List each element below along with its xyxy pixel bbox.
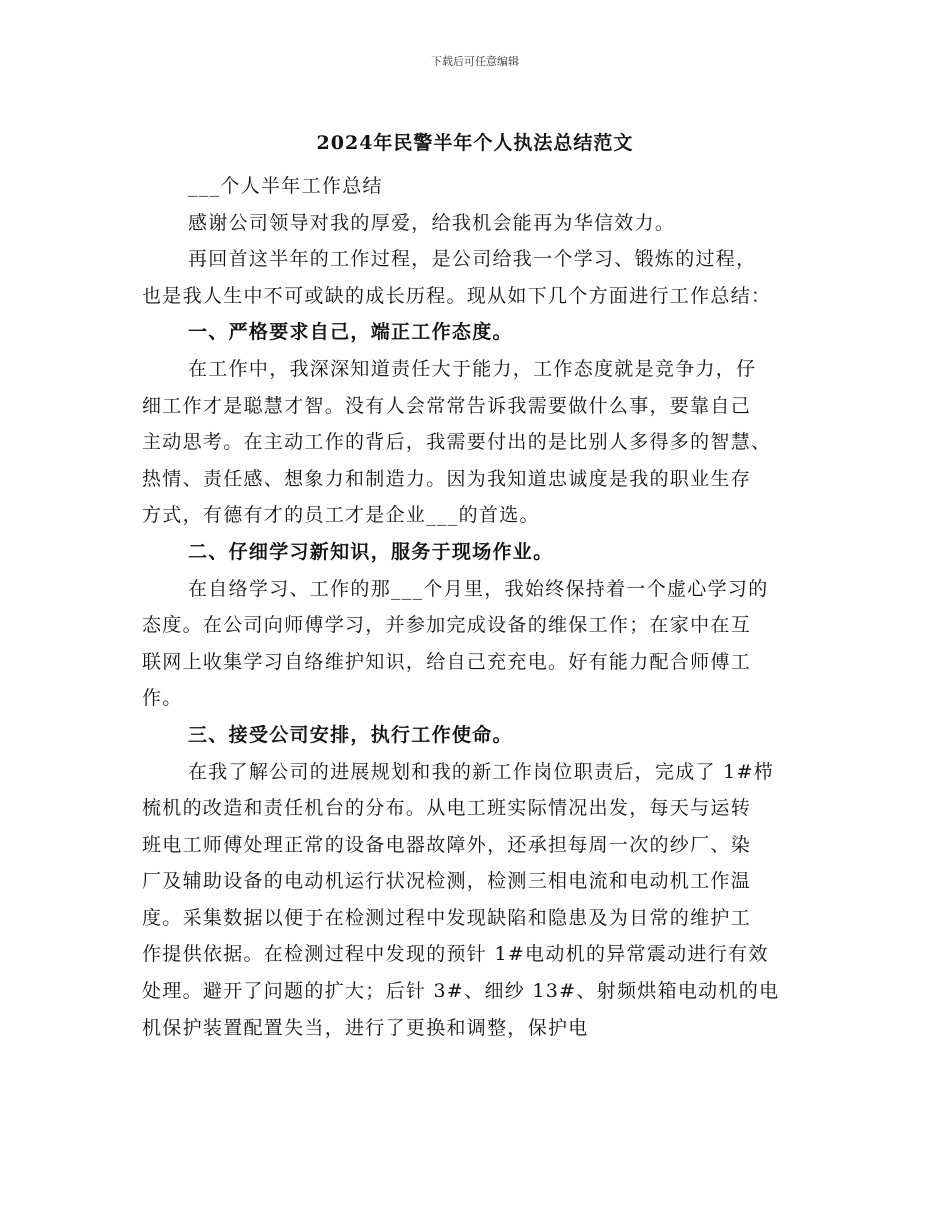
paragraph-line: 在自络学习、工作的那___个月里，我始终保持着一个虚心学习的 <box>188 577 769 600</box>
paragraph-line: 梳机的改造和责任机台的分布。从电工班实际情况出发，每天与运转 <box>142 797 752 820</box>
paragraph-line: 主动思考。在主动工作的背后，我需要付出的是比别人多得多的智慧、 <box>142 431 772 454</box>
paragraph-line: 作提供依据。在检测过程中发现的预针 1#电动机的异常震动进行有效 <box>142 943 769 966</box>
paragraph-line: 联网上收集学习自络维护知识，给自己充充电。好有能力配合师傅工 <box>142 650 752 673</box>
document-title: 2024年民警半年个人执法总结范文 <box>316 132 634 154</box>
paragraph-line: 方式，有德有才的员工才是企业___的首选。 <box>142 504 540 527</box>
paragraph-line: 度。采集数据以便于在检测过程中发现缺陷和隐患及为日常的维护工 <box>142 906 752 929</box>
paragraph-line: ___个人半年工作总结 <box>188 175 383 197</box>
paragraph-line: 感谢公司领导对我的厚爱，给我机会能再为华信效力。 <box>188 211 676 234</box>
paragraph-line: 班电工师傅处理正常的设备电器故障外，还承担每周一次的纱厂、染 <box>142 833 752 856</box>
section-heading: 二、仔细学习新知识，服务于现场作业。 <box>188 540 554 563</box>
page-header-note: 下载后可任意编辑 <box>431 55 519 68</box>
section-heading: 三、接受公司安排，执行工作使命。 <box>188 723 513 746</box>
section-heading: 一、严格要求自己，端正工作态度。 <box>188 321 513 344</box>
paragraph-line: 机保护装置配置失当，进行了更换和调整，保护电 <box>142 1016 589 1039</box>
paragraph-line: 厂及辅助设备的电动机运行状况检测，检测三相电流和电动机工作温 <box>142 870 752 893</box>
paragraph-line: 再回首这半年的工作过程，是公司给我一个学习、锻炼的过程， <box>188 248 757 271</box>
paragraph-line: 在工作中，我深深知道责任大于能力，工作态度就是竞争力，仔 <box>188 357 757 380</box>
paragraph-line: 细工作才是聪慧才智。没有人会常常告诉我需要做什么事，要靠自己 <box>142 394 752 417</box>
paragraph-line: 态度。在公司向师傅学习，并参加完成设备的维保工作；在家中在互 <box>142 614 752 637</box>
paragraph-line: 处理。避开了问题的扩大；后针 3#、细纱 13#、射频烘箱电动机的电 <box>142 980 780 1003</box>
paragraph-line: 热情、责任感、想象力和制造力。因为我知道忠诚度是我的职业生存 <box>142 467 752 490</box>
paragraph-line: 在我了解公司的进展规划和我的新工作岗位职责后，完成了 1#栉 <box>188 760 775 783</box>
paragraph-line: 作。 <box>142 687 183 710</box>
document-body <box>142 168 822 1046</box>
paragraph-line: 也是我人生中不可或缺的成长历程。现从如下几个方面进行工作总结： <box>142 284 772 307</box>
